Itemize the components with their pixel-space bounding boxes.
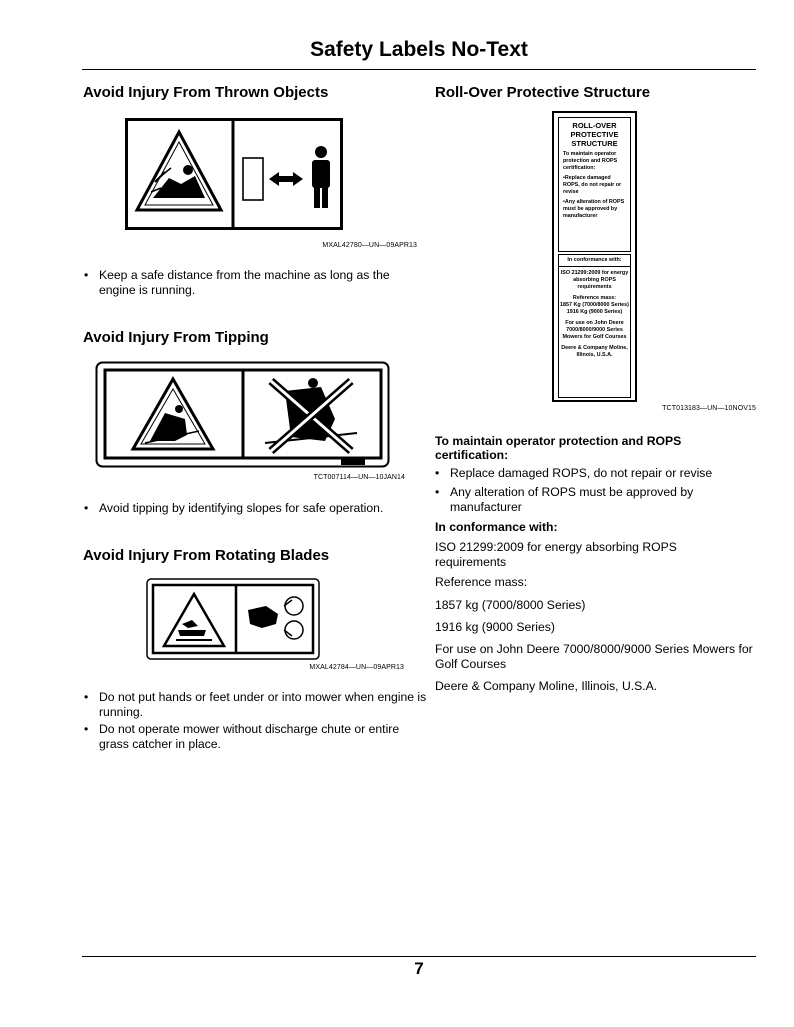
- section-heading-rops: Roll-Over Protective Structure: [435, 84, 651, 101]
- tipping-caption: TCT007114—UN—10JAN14: [313, 474, 405, 481]
- bullet-marker: •: [84, 722, 89, 736]
- footer-rule: [82, 956, 756, 957]
- rops-label-bullet: •Any alteration of ROPS must be approved by manufacturer: [563, 199, 625, 219]
- page-number: 7: [414, 959, 424, 978]
- bullet-marker: •: [84, 268, 89, 282]
- rops-paragraph: Reference mass:: [435, 575, 528, 589]
- rops-paragraph: 1916 kg (9000 Series): [435, 620, 555, 634]
- rops-paragraph: For use on John Deere 7000/8000/9000 Series Mowers for Golf Courses: [435, 642, 753, 671]
- tipping-label-image: [95, 361, 391, 469]
- rops-conformance-heading: In conformance with:: [435, 520, 558, 534]
- rops-paragraph: 1857 kg (7000/8000 Series): [435, 598, 586, 612]
- rops-subheading: To maintain operator protection and ROPS certification:: [435, 434, 682, 462]
- rops-label-title: ROLL-OVER PROTECTIVE STRUCTURE: [570, 121, 619, 148]
- rotating-blades-label-image: [146, 578, 320, 660]
- section-heading-tipping: Avoid Injury From Tipping: [83, 329, 269, 346]
- bullet-text: Do not operate mower without discharge chute or entire grass catcher in place.: [99, 722, 400, 751]
- thrown-objects-label-image: [125, 118, 343, 230]
- thrown-objects-bullet: [84, 268, 429, 298]
- bullet-marker: •: [84, 690, 89, 704]
- rops-label-conformance: In conformance with:: [567, 257, 622, 263]
- bullet-text: Do not put hands or feet under or into mower when engine is running.: [99, 690, 427, 719]
- rops-bullet: [435, 485, 750, 515]
- bullet-text: Avoid tipping by identifying slopes for safe operation.: [99, 501, 384, 515]
- rops-label-mass: Reference mass:: [572, 295, 617, 301]
- bullet-text: Any alteration of ROPS must be approved by manufacturer: [450, 485, 694, 514]
- title-rule: [82, 69, 756, 70]
- tipping-bullet: [84, 501, 429, 516]
- rotating-blades-caption: MXAL42784—UN—09APR13: [309, 664, 404, 671]
- rops-caption: TCT013183—UN—10NOV15: [662, 405, 756, 412]
- rops-label-lower-panel: [558, 254, 631, 398]
- rotating-blades-bullet: [84, 690, 429, 720]
- rotating-blades-bullet: [84, 722, 429, 752]
- bullet-marker: •: [435, 485, 440, 499]
- rops-label-iso: ISO 21299:2009 for energy absorbing ROPS requirements: [560, 270, 629, 290]
- rops-bullet: [435, 466, 770, 481]
- bullet-marker: •: [84, 501, 89, 515]
- rops-label-use: For use on John Deere 7000/8000/9000 Series Mowers for Golf Courses: [562, 320, 627, 340]
- rops-label-image: [552, 111, 637, 402]
- rops-label-mass-1: 1857 Kg (7000/8000 Series): [560, 302, 629, 308]
- rops-label-upper-panel: [558, 117, 631, 252]
- rops-paragraph: ISO 21299:2009 for energy absorbing ROPS requirements: [435, 540, 677, 569]
- rops-label-bullet: •Replace damaged ROPS, do not repair or revise: [563, 175, 622, 195]
- thrown-objects-caption: MXAL42780—UN—09APR13: [322, 242, 417, 249]
- rops-label-company: Deere & Company Moline, Illinois, U.S.A.: [561, 345, 628, 358]
- bullet-text: Replace damaged ROPS, do not repair or revise: [450, 466, 713, 480]
- rops-label-divider: [559, 266, 630, 267]
- bullet-text: Keep a safe distance from the machine as long as the engine is running.: [99, 268, 390, 297]
- rops-label-mass-2: 1916 Kg (9000 Series): [566, 309, 623, 315]
- rops-label-intro: To maintain operator protection and ROPS certification:: [563, 151, 618, 171]
- rops-paragraph: Deere & Company Moline, Illinois, U.S.A.: [435, 679, 658, 693]
- bullet-marker: •: [435, 466, 440, 480]
- section-heading-thrown-objects: Avoid Injury From Thrown Objects: [83, 84, 329, 101]
- section-heading-rotating-blades: Avoid Injury From Rotating Blades: [83, 547, 330, 564]
- page-title: Safety Labels No-Text: [310, 38, 528, 61]
